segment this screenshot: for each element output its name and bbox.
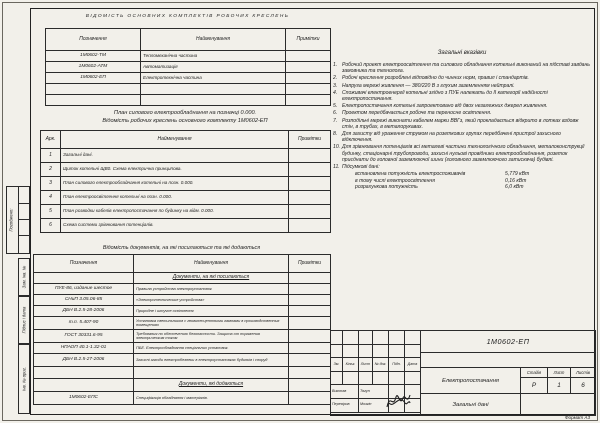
cell: Специфікація обладнання і матеріалів.: [134, 392, 289, 405]
note-text: Напруга мережі живлення — 380/220 В з глухим заземленням нейтралі.: [342, 82, 515, 89]
cell: [359, 371, 373, 385]
cell: 1М0602-ЕПС: [34, 392, 134, 405]
table-row: [34, 284, 331, 295]
cell: 4: [41, 191, 61, 205]
note-text: Для зрівнювання потенціалів всі металеві частини технологічного обладнання, металоконструкції будинку, стаціонарні трубопроводи, захисні нульові провідники електрообладнання, розеток приєднати до головної заземлюючої шини (головного заземлюючого затискача) будівлі.: [342, 144, 585, 163]
note-item: [333, 164, 591, 170]
cell: [289, 149, 331, 163]
cell: 3: [41, 177, 61, 191]
cell: Природне і штучне освітлення: [134, 306, 289, 317]
cell: т.п. 5.407-90: [34, 317, 134, 330]
table-row: [34, 255, 331, 273]
section-header: Документи, на які посилаються: [134, 273, 289, 284]
general-notes: [333, 50, 591, 191]
divider: [18, 187, 19, 253]
cell: ПУЕ-86, издание шестое: [34, 284, 134, 295]
total-label: в тому числі електроосвітлення: [355, 177, 435, 184]
table-row: [34, 330, 331, 343]
total-value: 5,779 кВт: [505, 171, 530, 178]
cell: [141, 84, 286, 95]
cell: План силового електрообладнання котельні на позн. 0.000.: [61, 177, 289, 191]
object-name-cell: [420, 352, 596, 368]
document-title: Електропостачання: [420, 367, 521, 394]
cell: НПАОП 40.1-1.32-01: [34, 343, 134, 354]
cell: Щиток котельні ЩВ0. Схема електрична принципова.: [61, 163, 289, 177]
divider: [18, 203, 29, 204]
cell: Електротехнічна частина: [141, 73, 286, 84]
table2-title-line1: План силового електрообладнання на позначці 0.000.: [113, 110, 257, 116]
cell: [331, 371, 343, 385]
cell: [289, 219, 331, 233]
cell: [286, 95, 331, 106]
cell: Підп.: [389, 358, 405, 372]
stage-header: Стадія: [520, 367, 548, 378]
cell: ПБЕ. Електрообладнання спеціальних установок.: [134, 343, 289, 354]
cell: Схема системи зрівнювання потенціалів.: [61, 219, 289, 233]
table-row: [41, 219, 331, 233]
table-row: [41, 131, 331, 149]
title-block: [330, 330, 596, 416]
cell: [34, 379, 134, 392]
note-text: Для захисту від ураження струмом на розеткових групах передбачені пристрої захисного відключення.: [342, 131, 561, 144]
note-text: Проектом передбачається робоче та переносне освітлення.: [342, 110, 492, 117]
total-label: розрахункова потужність: [355, 184, 418, 191]
table-row: [331, 371, 421, 385]
table-row: [34, 354, 331, 367]
table-row: [41, 191, 331, 205]
cell: Лист: [359, 358, 373, 372]
note-number: 11.: [333, 164, 340, 171]
sign-date-label: Підпис і дата: [21, 306, 27, 334]
cell: [289, 330, 331, 343]
cell: [34, 367, 134, 379]
table-row: [34, 392, 331, 405]
cell: [286, 73, 331, 84]
cell: 5: [41, 205, 61, 219]
cell: 1: [41, 149, 61, 163]
total-row: [355, 184, 591, 191]
main-sets-table: [45, 28, 331, 106]
table-row: [41, 163, 331, 177]
cell: [289, 392, 331, 405]
table1-title: ВІДОМІСТЬ ОСНОВНИХ КОМПЛЕКТІВ РОБОЧИХ КРЕСЛЕНЬ: [85, 14, 290, 19]
cell: [46, 95, 141, 106]
table-row: [46, 84, 331, 95]
total-row: [355, 171, 591, 178]
table-row: [46, 51, 331, 62]
cell: [34, 273, 134, 284]
total-row: [355, 178, 591, 185]
cell: [343, 371, 359, 385]
cell: [286, 84, 331, 95]
cell: [286, 62, 331, 73]
divider: [18, 219, 29, 220]
cell: 1М0602-АТМ: [46, 62, 141, 73]
cell: [359, 331, 373, 345]
note-number: 7.: [333, 117, 338, 124]
cell: [46, 84, 141, 95]
total-label: встановлена потужність електроспоживачів: [355, 171, 466, 178]
cell: [405, 344, 421, 358]
cell: [289, 306, 331, 317]
cell: [289, 205, 331, 219]
cell: 2: [41, 163, 61, 177]
cell: [331, 331, 343, 345]
note-text: Робочий проект електроосвітлення та силового обладнання котельні виконаний на підставі завдань замовника та технолога.: [342, 62, 590, 75]
table2-title-line2: Відомість робочих креслень основного комплекту 1М0602-ЕП: [102, 118, 268, 124]
cell: [286, 51, 331, 62]
table-row: [41, 149, 331, 163]
table-row: [46, 29, 331, 51]
cell: ГОСТ 30331.6-95: [34, 330, 134, 343]
table-row: [46, 62, 331, 73]
table-row: [34, 343, 331, 354]
inv-orig-label: Інв. № ориг.: [21, 367, 27, 391]
cell: Примітки: [289, 255, 331, 273]
cell: [289, 317, 331, 330]
notes-title: Загальні вказівки: [437, 50, 487, 56]
cell: «Электротехнические устройства»: [134, 295, 289, 306]
table-row: [331, 358, 421, 372]
cell: СНиП 3.05.06-85: [34, 295, 134, 306]
table-row: [41, 177, 331, 191]
sheet-number: 1: [547, 377, 571, 394]
note-text: Розподільчі мережі виконати кабелем марки ВВГз, який прокладається відкрито в лотках вздовж стін, в трубах, в металорукавах.: [342, 117, 579, 130]
sheet-list-table: [40, 130, 331, 233]
note-text: Робочі креслення розроблені відповідно до чинних норм, правил і стандартів.: [342, 75, 529, 82]
format-label: Формат А3: [564, 415, 590, 420]
cell: [359, 344, 373, 358]
cell: [289, 284, 331, 295]
cell: [289, 295, 331, 306]
cell: [343, 344, 359, 358]
note-item: [333, 118, 591, 130]
cell: [289, 367, 331, 379]
note-number: 4.: [333, 89, 338, 96]
note-number: 3.: [333, 82, 338, 89]
zam-inv-label: Зам. інв. №: [21, 265, 27, 289]
cell: Позначення: [46, 29, 141, 51]
cell: [405, 331, 421, 345]
note-text: Споживачі електроенергії котельні згідно з ПУЕ належать до ІІ категорії надійності електропостачання.: [342, 89, 548, 103]
cell: [289, 163, 331, 177]
table-row: [34, 306, 331, 317]
total-value: 0,16 кВт: [505, 177, 527, 184]
note-number: 6.: [333, 110, 338, 117]
cell: Найменування: [134, 255, 289, 273]
cell: [405, 371, 421, 385]
documents-table: [33, 254, 331, 405]
cell: [373, 344, 389, 358]
cell: [289, 354, 331, 367]
note-number: 5.: [333, 103, 338, 110]
signer-name: Мозгін: [359, 398, 389, 412]
cell: [389, 344, 405, 358]
note-number: 8.: [333, 131, 338, 138]
table-row: [46, 95, 331, 106]
cell: [289, 177, 331, 191]
table-row: [34, 295, 331, 306]
table-row: [34, 317, 331, 330]
sheet-header: Лист: [547, 367, 571, 378]
cell: План розводки кабелів електропостачання по будинку на відм. 0.000.: [61, 205, 289, 219]
cell: [331, 344, 343, 358]
table-row: [331, 331, 421, 345]
cell: Кільк.: [343, 358, 359, 372]
sheet-title: Загальні дані: [420, 393, 521, 416]
cell: [289, 343, 331, 354]
note-item: [333, 62, 591, 74]
cell: Тепломеханічна частина: [141, 51, 286, 62]
note-item: [333, 110, 591, 116]
cell: [389, 371, 405, 385]
cell: [389, 331, 405, 345]
note-number: 2.: [333, 75, 338, 82]
stage-value: Р: [520, 377, 548, 394]
signature-scribble: [385, 389, 411, 413]
signer-role: Виконав: [331, 385, 359, 399]
note-number: 1.: [333, 62, 338, 68]
cell: [289, 191, 331, 205]
sheets-total: 6: [570, 377, 596, 394]
cell: [134, 367, 289, 379]
cell: № док.: [373, 358, 389, 372]
cell: Примітки: [289, 131, 331, 149]
cell: ДБН В.2.5-27-2006: [34, 354, 134, 367]
cell: Найменування: [141, 29, 286, 51]
note-item: [333, 83, 591, 89]
cell: Позначення: [34, 255, 134, 273]
document-code: 1М0602-ЕП: [420, 330, 596, 353]
note-text: Підсумкові дані:: [342, 164, 380, 171]
cell: Установка светильников с люминесцентными лампами в производственных помещениях: [134, 317, 289, 330]
table-row: [46, 73, 331, 84]
cell: Дата: [405, 358, 421, 372]
cell: 1М0602-ТМ: [46, 51, 141, 62]
table-row: [331, 344, 421, 358]
cell: Арк.: [41, 131, 61, 149]
table-row: [34, 379, 331, 392]
cell: 1М0602-ЕП: [46, 73, 141, 84]
cell: ДБН В.2.5-28-2006: [34, 306, 134, 317]
table3-title: Відомість документів, на які посилаються та які додаються: [102, 245, 261, 251]
note-item: [333, 75, 591, 81]
cell: [289, 379, 331, 392]
total-value: 6,0 кВт: [505, 184, 524, 191]
cell: Автоматизація: [141, 62, 286, 73]
cell: Правила устройства электроустановок: [134, 284, 289, 295]
note-item: [333, 144, 591, 163]
cell: [289, 273, 331, 284]
cell: Загальні дані.: [61, 149, 289, 163]
table-row: [34, 273, 331, 284]
cell: [343, 331, 359, 345]
divider: [18, 235, 29, 236]
agreed-label: Погоджено:: [8, 208, 14, 232]
cell: План електроосвітлення котельні на позн. 0.000.: [61, 191, 289, 205]
cell: [373, 371, 389, 385]
table-row: [41, 205, 331, 219]
cell: Требования по обеспечению безопасности. Защита от поражения электрическим током: [134, 330, 289, 343]
cell: 6: [41, 219, 61, 233]
signer-role: Перевірив: [331, 398, 359, 412]
sheets-total-header: Листів: [570, 367, 596, 378]
cell: [373, 331, 389, 345]
organization-cell: [520, 393, 596, 416]
note-text: Електропостачання котельні запроектовано від двох незалежних джерел живлення.: [342, 103, 548, 110]
cell: Зм.: [331, 358, 343, 372]
note-item: [333, 90, 591, 102]
cell: Примітки: [286, 29, 331, 51]
note-number: 10.: [333, 144, 341, 151]
cell: Захисні заходи електробезпеки в електроустановках будинків і споруд: [134, 354, 289, 367]
note-item: [333, 131, 591, 143]
power-totals: [355, 171, 591, 191]
table-row: [34, 367, 331, 379]
note-item: [333, 103, 591, 109]
cell: Найменування: [61, 131, 289, 149]
signer-name: Тягун: [359, 385, 389, 399]
section-header: Документи, які додаються: [134, 379, 289, 392]
cell: [141, 95, 286, 106]
